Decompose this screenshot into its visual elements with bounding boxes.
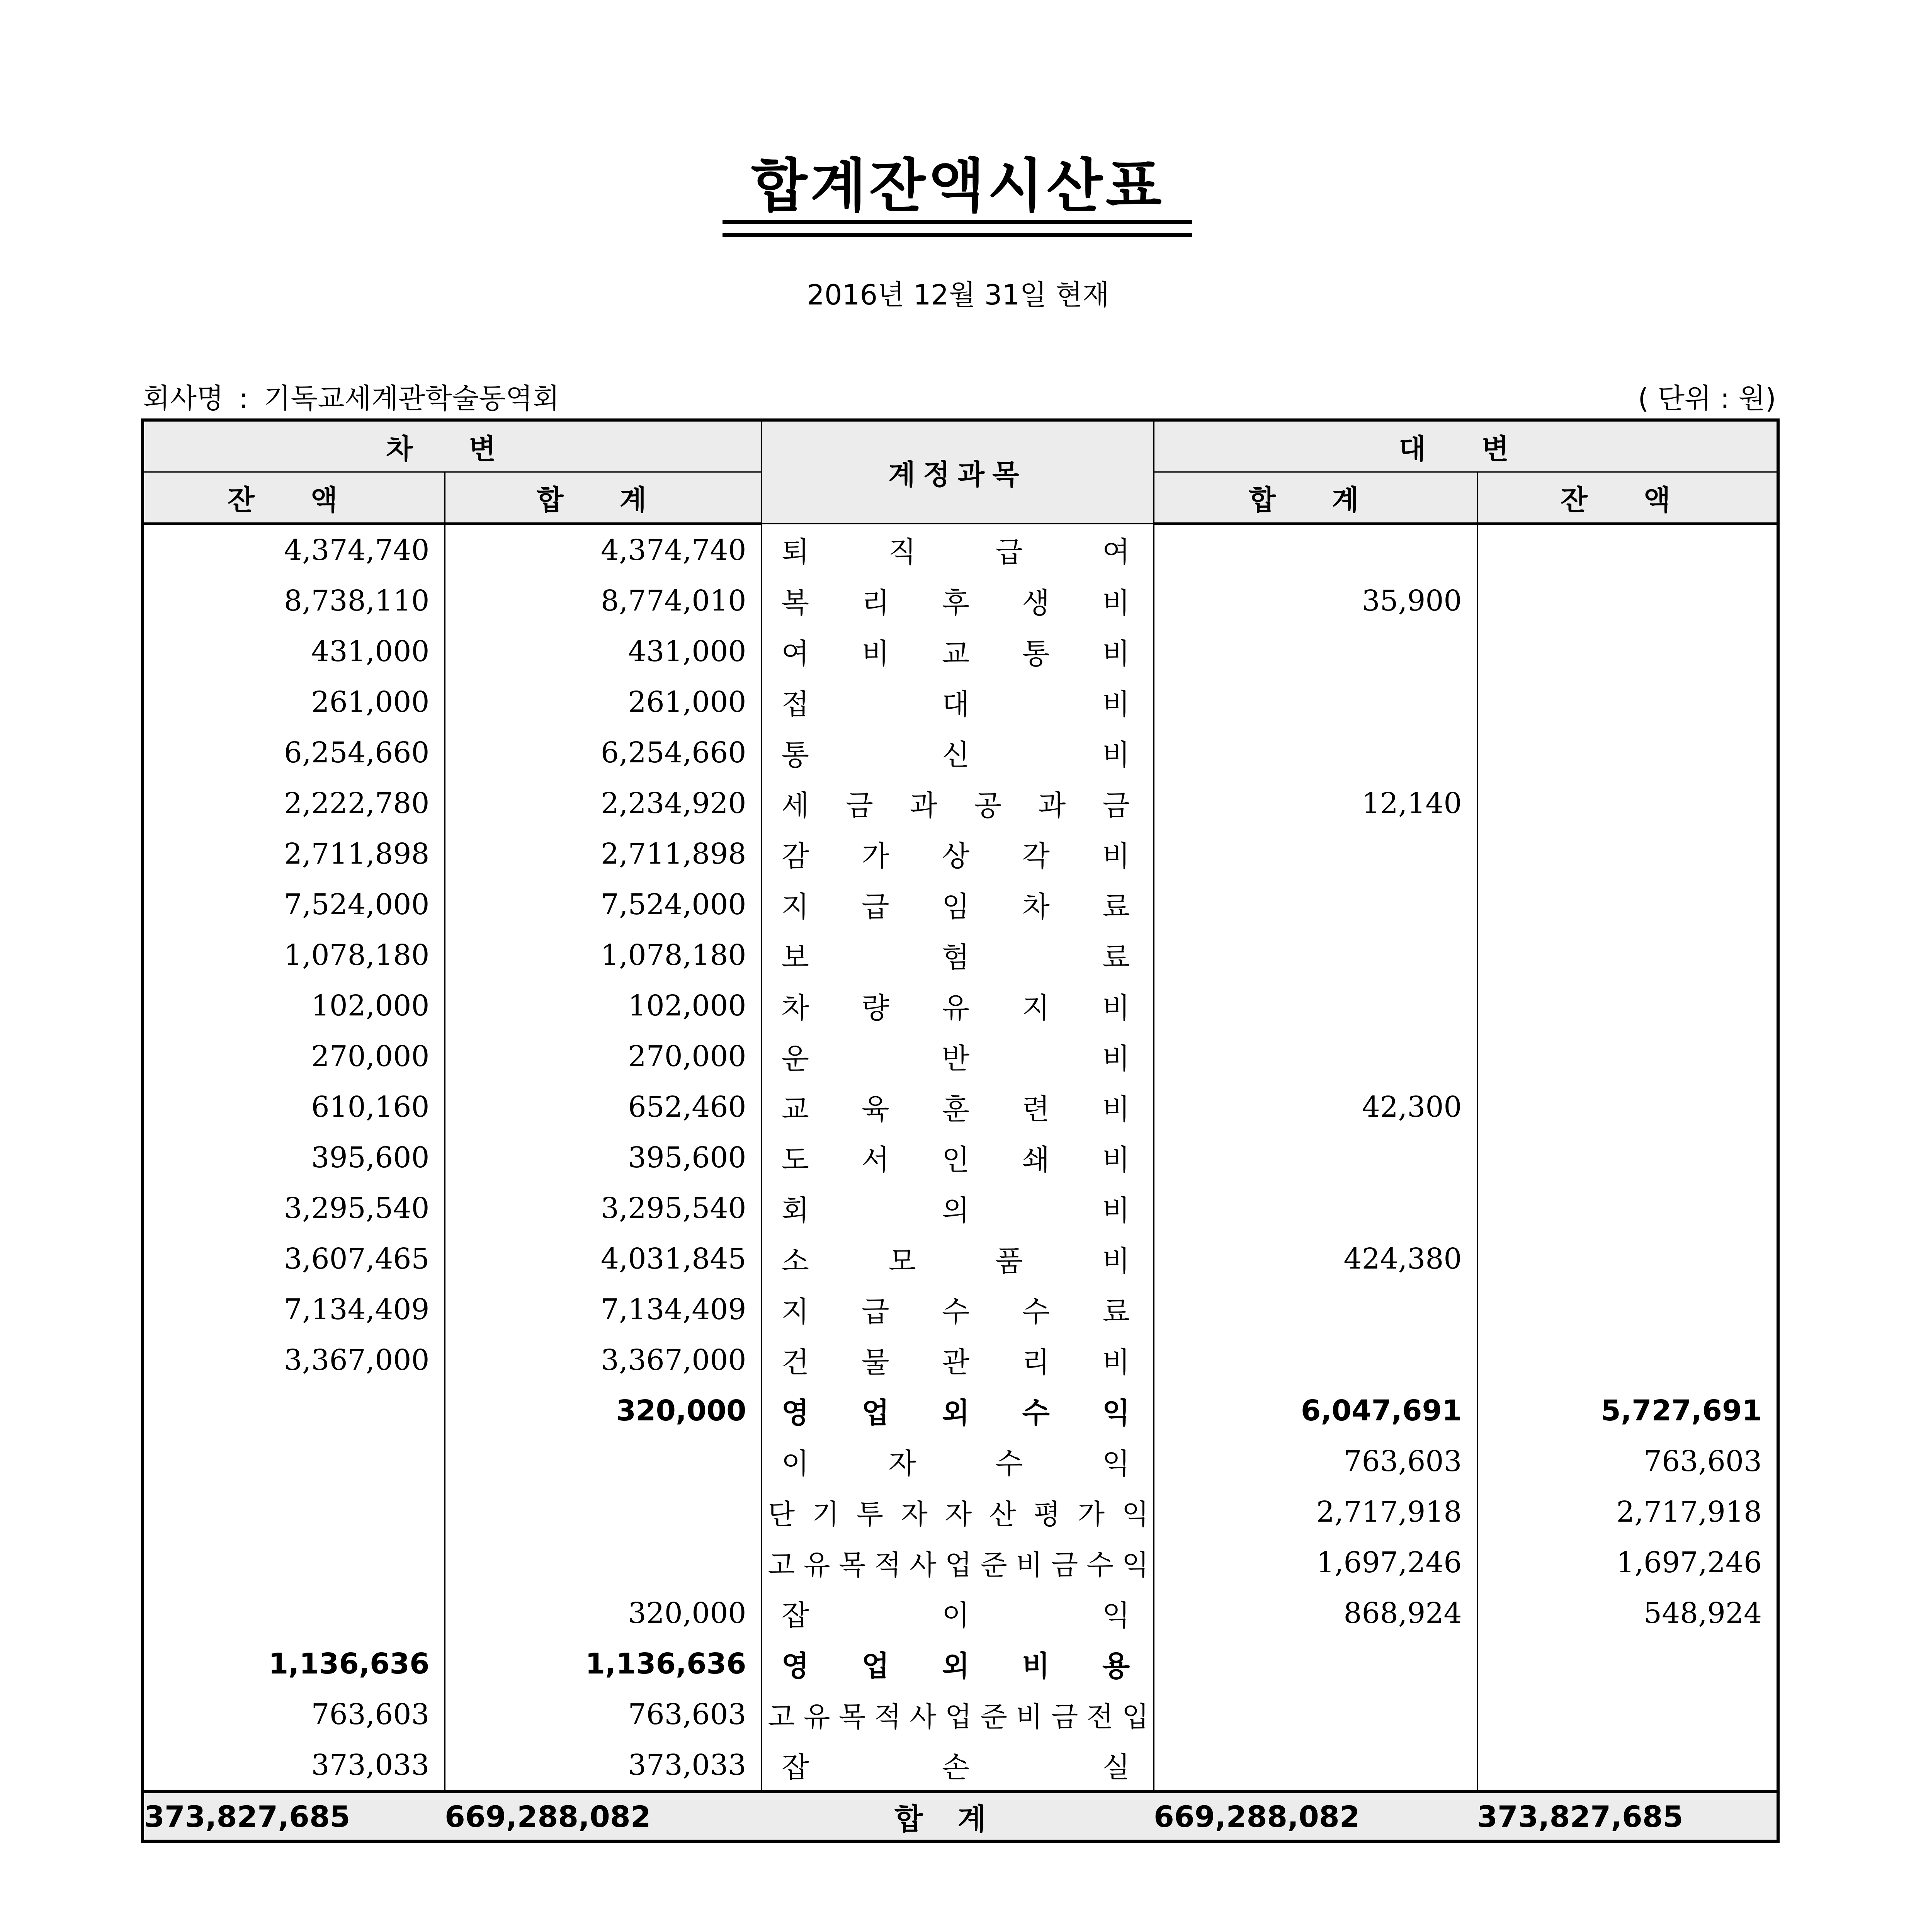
account-name <box>782 985 1130 1026</box>
table-row <box>143 1132 1778 1183</box>
account-name <box>768 1694 1148 1735</box>
credit-total-cell <box>1154 828 1477 879</box>
debit-total-cell: 763,603 <box>445 1689 762 1740</box>
credit-balance-cell: 763,603 <box>1477 1436 1778 1486</box>
account-name <box>782 732 1130 773</box>
total-row <box>143 1792 1778 1841</box>
account-name <box>782 1441 1130 1482</box>
account-name-text: 도 서 인 쇄 비 <box>781 1143 1130 1177</box>
debit-total-cell: 395,600 <box>445 1132 762 1183</box>
debit-total-cell: 4,031,845 <box>445 1233 762 1284</box>
credit-total-cell: 35,900 <box>1154 575 1477 626</box>
debit-balance-cell: 6,254,660 <box>143 727 445 778</box>
table-row <box>143 980 1778 1031</box>
account-name-cell <box>762 930 1154 980</box>
table-row <box>143 879 1778 930</box>
account-name-text: 운 반 비 <box>781 1042 1130 1075</box>
account-name-cell <box>762 1537 1154 1588</box>
table-row <box>143 1284 1778 1335</box>
debit-balance-cell: 4,374,740 <box>143 524 445 575</box>
account-name <box>782 1137 1130 1178</box>
credit-balance-cell <box>1477 1233 1778 1284</box>
credit-balance-cell: 1,697,246 <box>1477 1537 1778 1588</box>
account-name <box>782 580 1130 621</box>
total-credit-total: 669,288,082 <box>1154 1792 1477 1841</box>
account-name-text: 잡 이 익 <box>781 1599 1130 1632</box>
account-name-text: 감 가 상 각 비 <box>781 839 1130 873</box>
debit-balance-cell <box>143 1588 445 1638</box>
table-row <box>143 778 1778 828</box>
credit-total-cell <box>1154 1031 1477 1082</box>
debit-header: 차 변 <box>143 420 762 472</box>
account-name-cell <box>762 980 1154 1031</box>
debit-balance-cell: 3,607,465 <box>143 1233 445 1284</box>
debit-balance-cell <box>143 1537 445 1588</box>
account-name-text: 퇴 직 급 여 <box>781 535 1130 569</box>
debit-balance-cell: 102,000 <box>143 980 445 1031</box>
debit-total-cell: 6,254,660 <box>445 727 762 778</box>
debit-total-cell: 7,524,000 <box>445 879 762 930</box>
debit-total-cell: 2,234,920 <box>445 778 762 828</box>
debit-balance-cell: 1,078,180 <box>143 930 445 980</box>
credit-balance-cell <box>1477 1132 1778 1183</box>
account-name <box>782 1745 1130 1786</box>
credit-header: 대 변 <box>1154 420 1778 472</box>
debit-total-cell: 8,774,010 <box>445 575 762 626</box>
table-row <box>143 1233 1778 1284</box>
debit-total-cell: 373,033 <box>445 1740 762 1792</box>
table-row <box>143 1031 1778 1082</box>
account-name <box>768 1492 1148 1532</box>
table-row <box>143 1740 1778 1792</box>
credit-total-cell <box>1154 1638 1477 1689</box>
credit-balance-cell <box>1477 575 1778 626</box>
credit-total-cell <box>1154 677 1477 727</box>
account-name <box>782 1593 1130 1634</box>
account-name <box>782 1289 1130 1330</box>
account-name-text: 잡 손 실 <box>781 1750 1130 1784</box>
debit-total-cell: 320,000 <box>445 1385 762 1436</box>
table-row <box>143 727 1778 778</box>
credit-balance-cell <box>1477 1183 1778 1233</box>
table-row <box>143 1183 1778 1233</box>
account-name-cell <box>762 1132 1154 1183</box>
account-name-text: 영 업 외 수 익 <box>781 1396 1130 1430</box>
debit-balance-cell <box>143 1486 445 1537</box>
account-name <box>782 935 1130 976</box>
debit-balance-cell: 395,600 <box>143 1132 445 1183</box>
account-header: 계정과목 <box>762 420 1154 524</box>
table-row <box>143 626 1778 677</box>
table-row <box>143 677 1778 727</box>
credit-total-cell: 424,380 <box>1154 1233 1477 1284</box>
credit-balance-cell <box>1477 524 1778 575</box>
account-name <box>782 1643 1130 1684</box>
debit-total-cell: 270,000 <box>445 1031 762 1082</box>
credit-total-cell <box>1154 1740 1477 1792</box>
account-name <box>782 1087 1130 1128</box>
credit-total-cell <box>1154 930 1477 980</box>
account-name-cell <box>762 1082 1154 1132</box>
credit-total-cell <box>1154 1183 1477 1233</box>
document-title: 합계잔액시산표 <box>751 153 1165 220</box>
account-name-cell <box>762 727 1154 778</box>
credit-balance-cell: 548,924 <box>1477 1588 1778 1638</box>
debit-balance-cell: 7,524,000 <box>143 879 445 930</box>
credit-total-cell <box>1154 1284 1477 1335</box>
table-row <box>143 1436 1778 1486</box>
account-name-text: 회 의 비 <box>781 1194 1130 1227</box>
account-name-text: 소 모 품 비 <box>781 1244 1130 1278</box>
credit-balance-cell <box>1477 1082 1778 1132</box>
total-label: 합계 <box>762 1792 1154 1841</box>
table-row <box>143 575 1778 626</box>
debit-balance-cell: 7,134,409 <box>143 1284 445 1335</box>
account-name <box>782 884 1130 925</box>
account-name-text: 건 물 관 리 비 <box>781 1345 1130 1379</box>
account-name-text: 보 험 료 <box>781 940 1130 974</box>
debit-balance-cell: 261,000 <box>143 677 445 727</box>
debit-total-cell: 261,000 <box>445 677 762 727</box>
credit-total-cell: 763,603 <box>1154 1436 1477 1486</box>
account-name-cell <box>762 1486 1154 1537</box>
total-credit-balance: 373,827,685 <box>1477 1792 1778 1841</box>
account-name-cell <box>762 778 1154 828</box>
credit-balance-cell <box>1477 1689 1778 1740</box>
account-name-text: 여 비 교 통 비 <box>781 637 1130 670</box>
account-name-cell <box>762 1588 1154 1638</box>
credit-total-cell: 1,697,246 <box>1154 1537 1477 1588</box>
debit-balance-cell: 610,160 <box>143 1082 445 1132</box>
credit-balance-cell <box>1477 980 1778 1031</box>
credit-total-cell: 2,717,918 <box>1154 1486 1477 1537</box>
table-row <box>143 828 1778 879</box>
credit-total-cell <box>1154 1689 1477 1740</box>
debit-balance-cell: 431,000 <box>143 626 445 677</box>
debit-balance-cell: 3,295,540 <box>143 1183 445 1233</box>
debit-balance-cell: 373,033 <box>143 1740 445 1792</box>
account-name-cell <box>762 1031 1154 1082</box>
debit-balance-cell: 270,000 <box>143 1031 445 1082</box>
debit-balance-cell: 763,603 <box>143 1689 445 1740</box>
credit-balance-cell <box>1477 930 1778 980</box>
debit-total-cell: 7,134,409 <box>445 1284 762 1335</box>
debit-balance-cell: 2,711,898 <box>143 828 445 879</box>
debit-balance-cell: 8,738,110 <box>143 575 445 626</box>
credit-balance-cell: 2,717,918 <box>1477 1486 1778 1537</box>
table-row <box>143 1537 1778 1588</box>
account-name-cell <box>762 1740 1154 1792</box>
account-name <box>782 1188 1130 1229</box>
debit-total-cell: 3,295,540 <box>445 1183 762 1233</box>
debit-total-cell <box>445 1537 762 1588</box>
credit-total-cell: 12,140 <box>1154 778 1477 828</box>
debit-total-header: 합 계 <box>445 472 762 524</box>
debit-balance-header: 잔 액 <box>143 472 445 524</box>
account-name <box>782 682 1130 723</box>
account-name-cell <box>762 1183 1154 1233</box>
table-row <box>143 1588 1778 1638</box>
account-name-text: 지 급 수 수 료 <box>781 1295 1130 1328</box>
credit-balance-cell <box>1477 778 1778 828</box>
credit-total-cell <box>1154 980 1477 1031</box>
debit-total-cell: 3,367,000 <box>445 1335 762 1385</box>
credit-balance-cell <box>1477 828 1778 879</box>
credit-balance-cell <box>1477 727 1778 778</box>
account-name-cell <box>762 1233 1154 1284</box>
debit-balance-cell: 1,136,636 <box>143 1638 445 1689</box>
account-name <box>782 783 1130 824</box>
debit-total-cell <box>445 1436 762 1486</box>
debit-total-cell: 2,711,898 <box>445 828 762 879</box>
credit-total-cell <box>1154 1335 1477 1385</box>
credit-balance-cell <box>1477 677 1778 727</box>
total-debit-total: 669,288,082 <box>445 1792 762 1841</box>
account-name-cell <box>762 1689 1154 1740</box>
debit-balance-cell: 2,222,780 <box>143 778 445 828</box>
company-separator: : <box>239 382 248 415</box>
account-name <box>782 833 1130 874</box>
account-name-cell <box>762 1436 1154 1486</box>
account-name-cell <box>762 879 1154 930</box>
account-name-text: 고 유 목 적 사 업 준 비 금 수 익 <box>768 1548 1148 1581</box>
debit-total-cell: 431,000 <box>445 626 762 677</box>
account-name <box>782 1340 1130 1381</box>
account-name-text: 접 대 비 <box>781 687 1130 721</box>
title-underline-top <box>723 220 1192 224</box>
account-name-cell <box>762 524 1154 575</box>
report-date: 2016년 12월 31일 현재 <box>807 279 1109 311</box>
credit-total-header: 합 계 <box>1154 472 1477 524</box>
credit-balance-cell <box>1477 1335 1778 1385</box>
credit-total-cell <box>1154 879 1477 930</box>
credit-balance-cell <box>1477 626 1778 677</box>
account-name-cell <box>762 828 1154 879</box>
credit-total-cell <box>1154 727 1477 778</box>
debit-total-cell: 102,000 <box>445 980 762 1031</box>
account-name-text: 고 유 목 적 사 업 준 비 금 전 입 <box>768 1700 1148 1733</box>
account-name <box>782 529 1130 570</box>
account-name <box>782 1238 1130 1279</box>
account-name-cell <box>762 1638 1154 1689</box>
table-row <box>143 930 1778 980</box>
credit-total-cell <box>1154 626 1477 677</box>
account-name-text: 차 량 유 지 비 <box>781 991 1130 1025</box>
table-row <box>143 1335 1778 1385</box>
account-name-cell <box>762 1284 1154 1335</box>
total-debit-balance: 373,827,685 <box>143 1792 445 1841</box>
debit-total-cell: 1,136,636 <box>445 1638 762 1689</box>
credit-total-cell: 6,047,691 <box>1154 1385 1477 1436</box>
account-name-text: 교 육 훈 련 비 <box>781 1092 1130 1126</box>
credit-balance-cell <box>1477 1284 1778 1335</box>
account-name-text: 영 업 외 비 용 <box>781 1649 1130 1683</box>
company-line <box>143 376 559 416</box>
debit-total-cell: 652,460 <box>445 1082 762 1132</box>
credit-balance-cell <box>1477 1740 1778 1792</box>
credit-total-cell: 868,924 <box>1154 1588 1477 1638</box>
account-name-text: 통 신 비 <box>781 738 1130 772</box>
account-name-text: 세 금 과 공 과 금 <box>781 789 1130 822</box>
account-name-text: 단 기 투 자 자 산 평 가 익 <box>768 1498 1148 1531</box>
table-body <box>143 524 1778 1792</box>
account-name-cell <box>762 1385 1154 1436</box>
title-underline-bottom <box>723 233 1192 237</box>
debit-total-cell: 4,374,740 <box>445 524 762 575</box>
trial-balance-table <box>141 418 1780 1843</box>
table-row <box>143 1385 1778 1436</box>
debit-balance-cell <box>143 1385 445 1436</box>
credit-total-cell: 42,300 <box>1154 1082 1477 1132</box>
account-name <box>782 1036 1130 1077</box>
credit-balance-cell <box>1477 1638 1778 1689</box>
table-row <box>143 1082 1778 1132</box>
table-row <box>143 1638 1778 1689</box>
account-name <box>782 631 1130 672</box>
debit-balance-cell: 3,367,000 <box>143 1335 445 1385</box>
credit-balance-header: 잔 액 <box>1477 472 1778 524</box>
unit-label: ( 단위 : 원) <box>1638 382 1776 415</box>
credit-balance-cell <box>1477 879 1778 930</box>
credit-total-cell <box>1154 524 1477 575</box>
account-name-cell <box>762 1335 1154 1385</box>
table-row <box>143 524 1778 575</box>
credit-balance-cell: 5,727,691 <box>1477 1385 1778 1436</box>
company-label: 회사명 <box>143 382 224 415</box>
account-name-text: 지 급 임 차 료 <box>781 890 1130 923</box>
table-row <box>143 1486 1778 1537</box>
account-name-cell <box>762 626 1154 677</box>
debit-total-cell: 1,078,180 <box>445 930 762 980</box>
account-name-cell <box>762 575 1154 626</box>
debit-total-cell: 320,000 <box>445 1588 762 1638</box>
account-name <box>768 1543 1148 1583</box>
table-row <box>143 1689 1778 1740</box>
debit-balance-cell <box>143 1436 445 1486</box>
credit-total-cell <box>1154 1132 1477 1183</box>
debit-total-cell <box>445 1486 762 1537</box>
account-name-text: 이 자 수 익 <box>781 1447 1130 1480</box>
credit-balance-cell <box>1477 1031 1778 1082</box>
account-name <box>782 1390 1130 1431</box>
account-name-text: 복 리 후 생 비 <box>781 586 1130 620</box>
account-name-cell <box>762 677 1154 727</box>
company-name: 기독교세계관학술동역회 <box>264 382 559 415</box>
